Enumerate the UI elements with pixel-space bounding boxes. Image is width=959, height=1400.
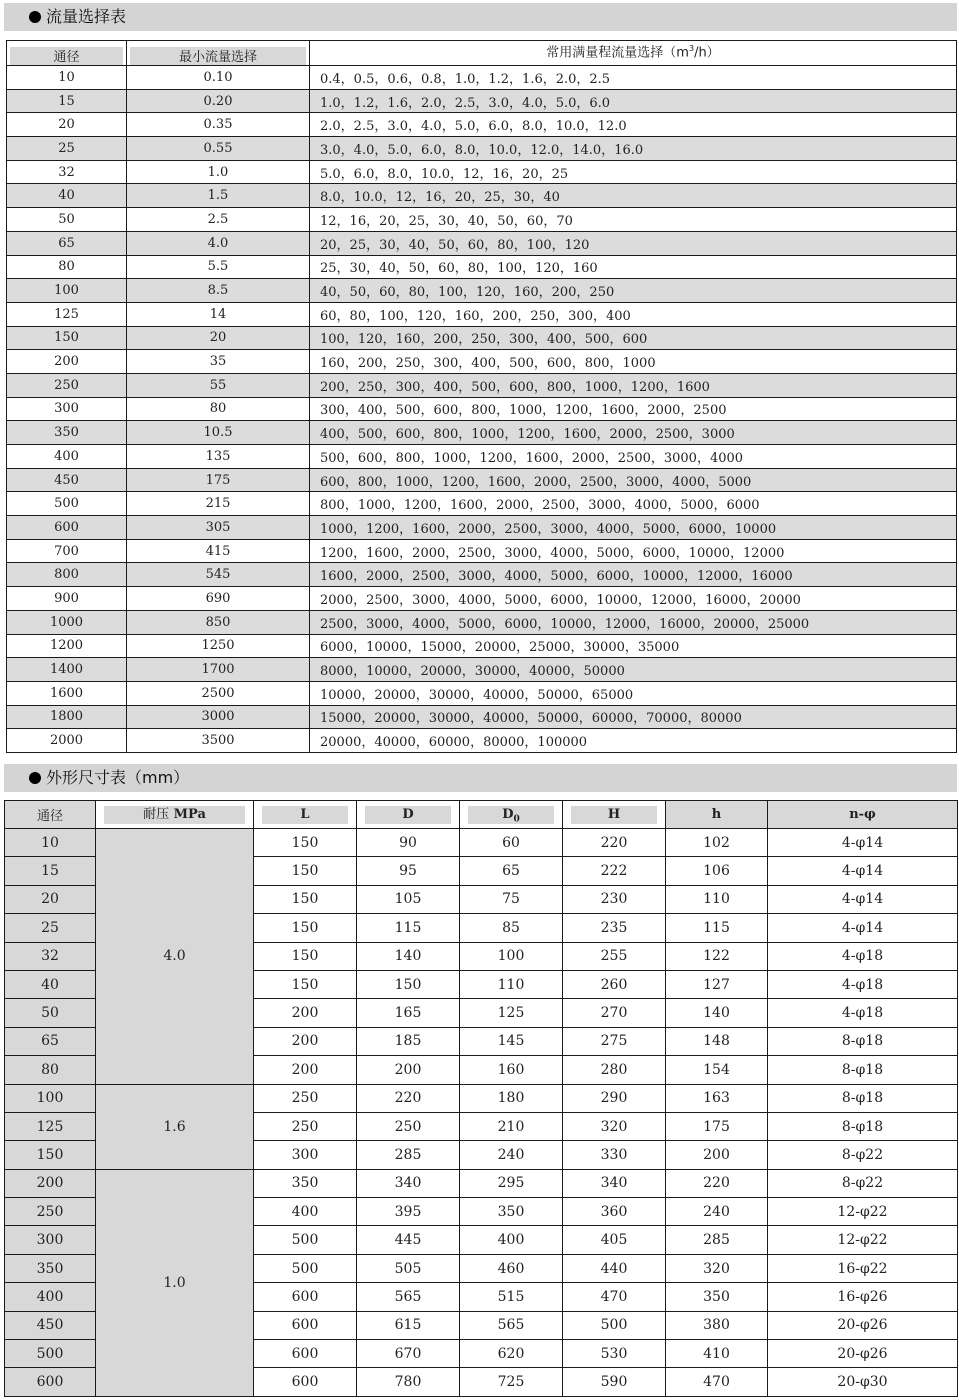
table-row bbox=[7, 539, 957, 563]
cell-n-phi: 4-φ14 bbox=[768, 857, 958, 885]
cell-D0: 65 bbox=[460, 857, 563, 885]
cell-h: 200 bbox=[666, 1141, 768, 1169]
cell-dn: 1600 bbox=[7, 681, 127, 705]
cell-n-phi: 4-φ18 bbox=[768, 999, 958, 1027]
cell-H: 290 bbox=[563, 1084, 666, 1112]
cell-min-flow: 2500 bbox=[127, 681, 310, 705]
bullet-icon bbox=[29, 11, 41, 23]
cell-min-flow: 20 bbox=[127, 326, 310, 350]
cell-L: 200 bbox=[254, 999, 357, 1027]
cell-pressure: 1.0 bbox=[96, 1169, 254, 1396]
cell-dn: 50 bbox=[7, 208, 127, 232]
cell-D0: 85 bbox=[460, 914, 563, 942]
cell-min-flow: 0.20 bbox=[127, 89, 310, 113]
table-row bbox=[7, 326, 957, 350]
cell-D: 780 bbox=[357, 1368, 460, 1396]
cell-D: 90 bbox=[357, 829, 460, 857]
table-row bbox=[7, 468, 957, 492]
cell-flow-range: 2500，3000，4000，5000，6000，10000，12000，16000，20000，25000 bbox=[310, 610, 957, 634]
cell-D0: 160 bbox=[460, 1056, 563, 1084]
cell-flow-range: 20，25，30，40，50，60，80，100，120 bbox=[310, 231, 957, 255]
section-header-dimensions bbox=[4, 764, 957, 792]
cell-D0: 60 bbox=[460, 829, 563, 857]
cell-n-phi: 4-φ14 bbox=[768, 885, 958, 913]
cell-D0: 725 bbox=[460, 1368, 563, 1396]
cell-h: 350 bbox=[666, 1283, 768, 1311]
table-row bbox=[7, 563, 957, 587]
cell-n-phi: 8-φ18 bbox=[768, 1056, 958, 1084]
cell-H: 222 bbox=[563, 857, 666, 885]
cell-dn: 200 bbox=[5, 1169, 96, 1197]
cell-flow-range: 1600，2000，2500，3000，4000，5000，6000，10000，12000，16000 bbox=[310, 563, 957, 587]
cell-dn: 2000 bbox=[7, 729, 127, 753]
cell-min-flow: 3500 bbox=[127, 729, 310, 753]
cell-dn: 600 bbox=[5, 1368, 96, 1396]
column-header-dn: 通径 bbox=[7, 41, 127, 66]
cell-dn: 25 bbox=[7, 137, 127, 161]
cell-L: 600 bbox=[254, 1311, 357, 1339]
cell-D: 505 bbox=[357, 1254, 460, 1282]
cell-flow-range: 6000，10000，15000，20000，25000，30000，35000 bbox=[310, 634, 957, 658]
section-header-flow bbox=[4, 3, 957, 31]
cell-dn: 1200 bbox=[7, 634, 127, 658]
cell-H: 590 bbox=[563, 1368, 666, 1396]
column-header-h: h bbox=[666, 801, 768, 829]
table-row bbox=[7, 350, 957, 374]
cell-dn: 100 bbox=[5, 1084, 96, 1112]
cell-h: 220 bbox=[666, 1169, 768, 1197]
cell-min-flow: 690 bbox=[127, 587, 310, 611]
cell-min-flow: 5.5 bbox=[127, 255, 310, 279]
cell-D0: 180 bbox=[460, 1084, 563, 1112]
cell-D0: 565 bbox=[460, 1311, 563, 1339]
cell-min-flow: 10.5 bbox=[127, 421, 310, 445]
cell-D0: 145 bbox=[460, 1027, 563, 1055]
cell-L: 200 bbox=[254, 1027, 357, 1055]
cell-H: 220 bbox=[563, 829, 666, 857]
cell-min-flow: 35 bbox=[127, 350, 310, 374]
cell-h: 470 bbox=[666, 1368, 768, 1396]
cell-L: 150 bbox=[254, 857, 357, 885]
flow-selection-table bbox=[6, 40, 957, 753]
table-header-row bbox=[5, 801, 958, 829]
cell-L: 150 bbox=[254, 829, 357, 857]
cell-L: 600 bbox=[254, 1283, 357, 1311]
cell-dn: 10 bbox=[5, 829, 96, 857]
cell-dn: 400 bbox=[7, 445, 127, 469]
cell-dn: 1400 bbox=[7, 658, 127, 682]
cell-H: 530 bbox=[563, 1340, 666, 1368]
cell-H: 235 bbox=[563, 914, 666, 942]
cell-n-phi: 16-φ22 bbox=[768, 1254, 958, 1282]
cell-D: 340 bbox=[357, 1169, 460, 1197]
cell-flow-range: 60，80，100，120，160，200，250，300，400 bbox=[310, 302, 957, 326]
cell-min-flow: 1.5 bbox=[127, 184, 310, 208]
cell-n-phi: 8-φ22 bbox=[768, 1169, 958, 1197]
cell-min-flow: 8.5 bbox=[127, 279, 310, 303]
cell-flow-range: 1000，1200，1600，2000，2500，3000，4000，5000，6000，10000 bbox=[310, 516, 957, 540]
cell-flow-range: 15000，20000，30000，40000，50000，60000，70000，80000 bbox=[310, 705, 957, 729]
cell-dn: 450 bbox=[5, 1311, 96, 1339]
cell-L: 300 bbox=[254, 1141, 357, 1169]
cell-flow-range: 8.0，10.0，12，16，20，25，30，40 bbox=[310, 184, 957, 208]
cell-h: 175 bbox=[666, 1112, 768, 1140]
cell-min-flow: 0.10 bbox=[127, 66, 310, 90]
cell-n-phi: 16-φ26 bbox=[768, 1283, 958, 1311]
cell-n-phi: 20-φ26 bbox=[768, 1311, 958, 1339]
cell-D0: 75 bbox=[460, 885, 563, 913]
cell-min-flow: 80 bbox=[127, 397, 310, 421]
cell-h: 410 bbox=[666, 1340, 768, 1368]
table-row bbox=[7, 729, 957, 753]
cell-dn: 32 bbox=[7, 160, 127, 184]
cell-min-flow: 0.35 bbox=[127, 113, 310, 137]
column-header-H: H bbox=[563, 801, 666, 829]
cell-dn: 15 bbox=[5, 857, 96, 885]
cell-flow-range: 3.0，4.0，5.0，6.0，8.0，10.0，12.0，14.0，16.0 bbox=[310, 137, 957, 161]
table-row bbox=[7, 279, 957, 303]
cell-n-phi: 8-φ18 bbox=[768, 1027, 958, 1055]
cell-dn: 300 bbox=[5, 1226, 96, 1254]
cell-dn: 125 bbox=[7, 302, 127, 326]
cell-flow-range: 500，600，800，1000，1200，1600，2000，2500，3000，4000 bbox=[310, 445, 957, 469]
table-row bbox=[7, 658, 957, 682]
cell-L: 250 bbox=[254, 1112, 357, 1140]
cell-flow-range: 400，500，600，800，1000，1200，1600，2000，2500，3000 bbox=[310, 421, 957, 445]
cell-n-phi: 12-φ22 bbox=[768, 1198, 958, 1226]
cell-D: 220 bbox=[357, 1084, 460, 1112]
cell-pressure: 4.0 bbox=[96, 829, 254, 1085]
table-row bbox=[5, 1084, 958, 1112]
cell-L: 500 bbox=[254, 1254, 357, 1282]
cell-H: 440 bbox=[563, 1254, 666, 1282]
column-header-dn: 通径 bbox=[5, 801, 96, 829]
cell-n-phi: 4-φ18 bbox=[768, 942, 958, 970]
cell-H: 270 bbox=[563, 999, 666, 1027]
table-row bbox=[7, 184, 957, 208]
table-row bbox=[7, 587, 957, 611]
cell-min-flow: 3000 bbox=[127, 705, 310, 729]
cell-flow-range: 0.4，0.5，0.6，0.8，1.0，1.2，1.6，2.0，2.5 bbox=[310, 66, 957, 90]
cell-dn: 40 bbox=[5, 970, 96, 998]
cell-dn: 10 bbox=[7, 66, 127, 90]
cell-n-phi: 8-φ18 bbox=[768, 1112, 958, 1140]
cell-D: 395 bbox=[357, 1198, 460, 1226]
cell-D0: 240 bbox=[460, 1141, 563, 1169]
cell-D: 285 bbox=[357, 1141, 460, 1169]
table-row bbox=[7, 492, 957, 516]
bullet-icon bbox=[29, 772, 41, 784]
cell-dn: 600 bbox=[7, 516, 127, 540]
cell-D: 250 bbox=[357, 1112, 460, 1140]
table-row bbox=[7, 66, 957, 90]
cell-dn: 1800 bbox=[7, 705, 127, 729]
cell-dn: 100 bbox=[7, 279, 127, 303]
cell-D: 670 bbox=[357, 1340, 460, 1368]
table-row bbox=[7, 445, 957, 469]
cell-flow-range: 600，800，1000，1200，1600，2000，2500，3000，4000，5000 bbox=[310, 468, 957, 492]
cell-L: 400 bbox=[254, 1198, 357, 1226]
cell-min-flow: 175 bbox=[127, 468, 310, 492]
column-header-min-flow: 最小流量选择 bbox=[127, 41, 310, 66]
cell-flow-range: 1.0，1.2，1.6，2.0，2.5，3.0，4.0，5.0，6.0 bbox=[310, 89, 957, 113]
cell-D: 615 bbox=[357, 1311, 460, 1339]
cell-dn: 300 bbox=[7, 397, 127, 421]
cell-h: 154 bbox=[666, 1056, 768, 1084]
cell-h: 140 bbox=[666, 999, 768, 1027]
cell-D0: 295 bbox=[460, 1169, 563, 1197]
cell-dn: 80 bbox=[7, 255, 127, 279]
cell-L: 250 bbox=[254, 1084, 357, 1112]
table-row bbox=[7, 113, 957, 137]
cell-H: 470 bbox=[563, 1283, 666, 1311]
cell-dn: 500 bbox=[7, 492, 127, 516]
cell-dn: 200 bbox=[7, 350, 127, 374]
cell-dn: 900 bbox=[7, 587, 127, 611]
cell-H: 405 bbox=[563, 1226, 666, 1254]
cell-L: 150 bbox=[254, 885, 357, 913]
cell-H: 500 bbox=[563, 1311, 666, 1339]
cell-H: 275 bbox=[563, 1027, 666, 1055]
section-title: 外形尺寸表（mm） bbox=[46, 768, 190, 787]
column-header-n-phi: n-φ bbox=[768, 801, 958, 829]
table-row bbox=[7, 516, 957, 540]
column-header-flow-range: 常用满量程流量选择$(m^3/h)$ bbox=[310, 41, 957, 66]
cell-H: 320 bbox=[563, 1112, 666, 1140]
cell-flow-range: 10000，20000，30000，40000，50000，65000 bbox=[310, 681, 957, 705]
cell-L: 500 bbox=[254, 1226, 357, 1254]
cell-min-flow: 55 bbox=[127, 373, 310, 397]
table-row bbox=[7, 634, 957, 658]
cell-L: 150 bbox=[254, 942, 357, 970]
table-row bbox=[5, 829, 958, 857]
table-row bbox=[7, 255, 957, 279]
cell-n-phi: 8-φ18 bbox=[768, 1084, 958, 1112]
cell-flow-range: 12，16，20，25，30，40，50，60，70 bbox=[310, 208, 957, 232]
cell-L: 200 bbox=[254, 1056, 357, 1084]
cell-h: 115 bbox=[666, 914, 768, 942]
cell-D: 185 bbox=[357, 1027, 460, 1055]
cell-h: 380 bbox=[666, 1311, 768, 1339]
cell-flow-range: 800，1000，1200，1600，2000，2500，3000，4000，5000，6000 bbox=[310, 492, 957, 516]
cell-min-flow: 1.0 bbox=[127, 160, 310, 184]
cell-min-flow: 215 bbox=[127, 492, 310, 516]
cell-n-phi: 4-φ14 bbox=[768, 829, 958, 857]
cell-n-phi: 4-φ14 bbox=[768, 914, 958, 942]
cell-dn: 125 bbox=[5, 1112, 96, 1140]
cell-D0: 125 bbox=[460, 999, 563, 1027]
cell-h: 320 bbox=[666, 1254, 768, 1282]
cell-min-flow: 545 bbox=[127, 563, 310, 587]
cell-D: 565 bbox=[357, 1283, 460, 1311]
cell-D0: 620 bbox=[460, 1340, 563, 1368]
cell-flow-range: 8000，10000，20000，30000，40000，50000 bbox=[310, 658, 957, 682]
cell-dn: 350 bbox=[5, 1254, 96, 1282]
dimension-table bbox=[4, 800, 958, 1397]
cell-h: 163 bbox=[666, 1084, 768, 1112]
cell-flow-range: 5.0，6.0，8.0，10.0，12，16，20，25 bbox=[310, 160, 957, 184]
cell-dn: 700 bbox=[7, 539, 127, 563]
cell-flow-range: 2.0，2.5，3.0，4.0，5.0，6.0，8.0，10.0，12.0 bbox=[310, 113, 957, 137]
cell-H: 330 bbox=[563, 1141, 666, 1169]
cell-min-flow: 415 bbox=[127, 539, 310, 563]
table-row bbox=[5, 1169, 958, 1197]
table-row bbox=[7, 302, 957, 326]
cell-min-flow: 2.5 bbox=[127, 208, 310, 232]
cell-flow-range: 300，400，500，600，800，1000，1200，1600，2000，2500 bbox=[310, 397, 957, 421]
column-header-pressure: 耐压 MPa bbox=[96, 801, 254, 829]
cell-D: 445 bbox=[357, 1226, 460, 1254]
cell-n-phi: 8-φ22 bbox=[768, 1141, 958, 1169]
cell-dn: 350 bbox=[7, 421, 127, 445]
cell-min-flow: 1250 bbox=[127, 634, 310, 658]
cell-min-flow: 850 bbox=[127, 610, 310, 634]
table-row bbox=[7, 208, 957, 232]
cell-h: 122 bbox=[666, 942, 768, 970]
cell-n-phi: 12-φ22 bbox=[768, 1226, 958, 1254]
cell-dn: 25 bbox=[5, 914, 96, 942]
cell-D0: 460 bbox=[460, 1254, 563, 1282]
cell-flow-range: 1200，1600，2000，2500，3000，4000，5000，6000，10000，12000 bbox=[310, 539, 957, 563]
table-row bbox=[7, 421, 957, 445]
cell-D0: 210 bbox=[460, 1112, 563, 1140]
table-row bbox=[7, 89, 957, 113]
cell-dn: 250 bbox=[5, 1198, 96, 1226]
cell-D0: 400 bbox=[460, 1226, 563, 1254]
cell-min-flow: 14 bbox=[127, 302, 310, 326]
cell-L: 150 bbox=[254, 914, 357, 942]
cell-min-flow: 0.55 bbox=[127, 137, 310, 161]
cell-H: 340 bbox=[563, 1169, 666, 1197]
cell-D: 105 bbox=[357, 885, 460, 913]
cell-flow-range: 40，50，60，80，100，120，160，200，250 bbox=[310, 279, 957, 303]
table-row bbox=[7, 160, 957, 184]
cell-L: 600 bbox=[254, 1368, 357, 1396]
cell-D: 200 bbox=[357, 1056, 460, 1084]
cell-min-flow: 4.0 bbox=[127, 231, 310, 255]
cell-flow-range: 2000，2500，3000，4000，5000，6000，10000，12000，16000，20000 bbox=[310, 587, 957, 611]
cell-D: 165 bbox=[357, 999, 460, 1027]
column-header-L: L bbox=[254, 801, 357, 829]
cell-dn: 80 bbox=[5, 1056, 96, 1084]
cell-dn: 150 bbox=[5, 1141, 96, 1169]
cell-min-flow: 1700 bbox=[127, 658, 310, 682]
cell-D0: 100 bbox=[460, 942, 563, 970]
cell-flow-range: 100，120，160，200，250，300，400，500，600 bbox=[310, 326, 957, 350]
cell-D0: 110 bbox=[460, 970, 563, 998]
table-row bbox=[7, 681, 957, 705]
cell-n-phi: 20-φ30 bbox=[768, 1368, 958, 1396]
cell-L: 350 bbox=[254, 1169, 357, 1197]
cell-dn: 20 bbox=[7, 113, 127, 137]
cell-h: 110 bbox=[666, 885, 768, 913]
cell-flow-range: 160，200，250，300，400，500，600，800，1000 bbox=[310, 350, 957, 374]
cell-min-flow: 305 bbox=[127, 516, 310, 540]
cell-dn: 15 bbox=[7, 89, 127, 113]
column-header-D: D bbox=[357, 801, 460, 829]
cell-n-phi: 20-φ26 bbox=[768, 1340, 958, 1368]
cell-H: 360 bbox=[563, 1198, 666, 1226]
cell-flow-range: 20000，40000，60000，80000，100000 bbox=[310, 729, 957, 753]
table-row bbox=[7, 373, 957, 397]
column-header-D0: $D_0$ bbox=[460, 801, 563, 829]
cell-h: 148 bbox=[666, 1027, 768, 1055]
cell-dn: 65 bbox=[7, 231, 127, 255]
cell-h: 127 bbox=[666, 970, 768, 998]
cell-dn: 400 bbox=[5, 1283, 96, 1311]
cell-D0: 515 bbox=[460, 1283, 563, 1311]
table-row bbox=[7, 705, 957, 729]
cell-dn: 1000 bbox=[7, 610, 127, 634]
cell-H: 260 bbox=[563, 970, 666, 998]
cell-min-flow: 135 bbox=[127, 445, 310, 469]
cell-n-phi: 4-φ18 bbox=[768, 970, 958, 998]
cell-flow-range: 200，250，300，400，500，600，800，1000，1200，1600 bbox=[310, 373, 957, 397]
section-title: 流量选择表 bbox=[46, 7, 127, 26]
cell-dn: 40 bbox=[7, 184, 127, 208]
cell-h: 285 bbox=[666, 1226, 768, 1254]
cell-H: 230 bbox=[563, 885, 666, 913]
table-row bbox=[7, 231, 957, 255]
cell-h: 102 bbox=[666, 829, 768, 857]
cell-dn: 250 bbox=[7, 373, 127, 397]
cell-dn: 450 bbox=[7, 468, 127, 492]
cell-D: 95 bbox=[357, 857, 460, 885]
cell-D0: 350 bbox=[460, 1198, 563, 1226]
cell-L: 150 bbox=[254, 970, 357, 998]
cell-dn: 32 bbox=[5, 942, 96, 970]
table-row bbox=[7, 610, 957, 634]
cell-h: 106 bbox=[666, 857, 768, 885]
cell-D: 115 bbox=[357, 914, 460, 942]
cell-flow-range: 25，30，40，50，60，80，100，120，160 bbox=[310, 255, 957, 279]
cell-dn: 50 bbox=[5, 999, 96, 1027]
cell-H: 255 bbox=[563, 942, 666, 970]
cell-pressure: 1.6 bbox=[96, 1084, 254, 1169]
cell-dn: 20 bbox=[5, 885, 96, 913]
table-header-row bbox=[7, 41, 957, 66]
cell-dn: 150 bbox=[7, 326, 127, 350]
cell-D: 140 bbox=[357, 942, 460, 970]
cell-dn: 500 bbox=[5, 1340, 96, 1368]
table-row bbox=[7, 137, 957, 161]
cell-H: 280 bbox=[563, 1056, 666, 1084]
cell-h: 240 bbox=[666, 1198, 768, 1226]
cell-D: 150 bbox=[357, 970, 460, 998]
cell-L: 600 bbox=[254, 1340, 357, 1368]
table-row bbox=[7, 397, 957, 421]
cell-dn: 800 bbox=[7, 563, 127, 587]
cell-dn: 65 bbox=[5, 1027, 96, 1055]
